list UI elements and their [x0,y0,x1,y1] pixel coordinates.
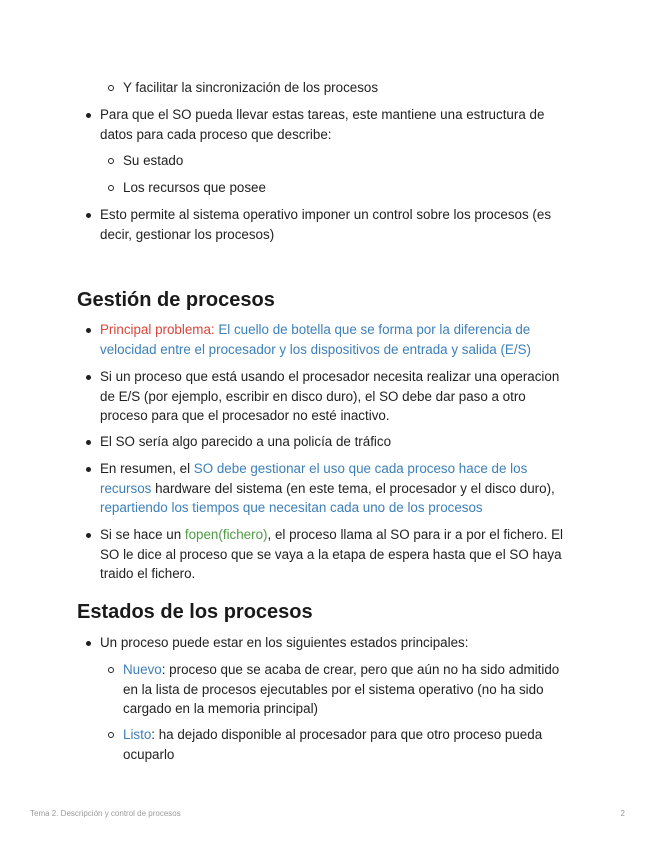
list-item-estados-intro: Un proceso puede estar en los siguientes estados principales: [100,633,575,653]
list-item-resumen: En resumen, el SO debe gestionar el uso que cada proceso hace de los recursos hardware del sistema (en este tema, el procesador y el disco duro), repartiendo los tiempos que necesitan cada uno de los procesos [100,459,575,518]
list-item-principal-problema [100,320,575,359]
list-item-nuevo: Nuevo: proceso que se acaba de crear, pero que aún no ha sido admitido en la lista de procesos ejecutables por el sistema operativo (no ha sido cargado en la memoria principal) [123,660,575,719]
list-item-estructura: Para que el SO pueda llevar estas tareas, este mantiene una estructura de datos para cada proceso que describe: [100,105,575,144]
list-item-fopen: Si se hace un fopen(fichero), el proceso llama al SO para ir a por el fichero. El SO le dice al proceso que se vaya a la etapa de espera hasta que el SO haya traido el fichero. [100,525,575,584]
resumen-highlight-1: SO debe gestionar el uso que cada proceso hace de los recursos [100,461,528,496]
list-item-operacion-es: Si un proceso que está usando el procesador necesita realizar una operacion de E/S (por ejemplo, escribir en disco duro), el SO debe dar paso a otro proceso para que el procesador no esté inactivo. [100,367,575,426]
heading-gestion-procesos: Gestión de procesos [77,289,275,311]
estado-listo-label: Listo [123,727,152,742]
list-item-policia: El SO sería algo parecido a una policía de tráfico [100,432,575,452]
list-item-sincronizacion: Y facilitar la sincronización de los procesos [123,78,575,98]
heading-estados-procesos: Estados de los procesos [77,601,313,623]
fopen-code: fopen(fichero) [184,527,268,542]
problem-text: El cuello de botella que se forma por la diferencia de velocidad entre el procesador y los dispositivos de entrada y salida (E/S) [100,322,531,357]
list-item-control: Esto permite al sistema operativo imponer un control sobre los procesos (es decir, gestionar los procesos) [100,205,575,244]
resumen-highlight-2: repartiendo los tiempos que necesitan cada uno de los procesos [100,500,483,515]
list-item-recursos: Los recursos que posee [123,178,575,198]
list-item-estado: Su estado [123,151,575,171]
footer-page-number: 2 [620,809,625,818]
estado-nuevo-label: Nuevo [123,662,162,677]
problem-label: Principal problema: [100,322,215,337]
footer-title: Tema 2. Descripción y control de procesos [30,809,181,818]
list-item-listo: Listo: ha dejado disponible al procesador para que otro proceso pueda ocuparlo [123,725,575,764]
